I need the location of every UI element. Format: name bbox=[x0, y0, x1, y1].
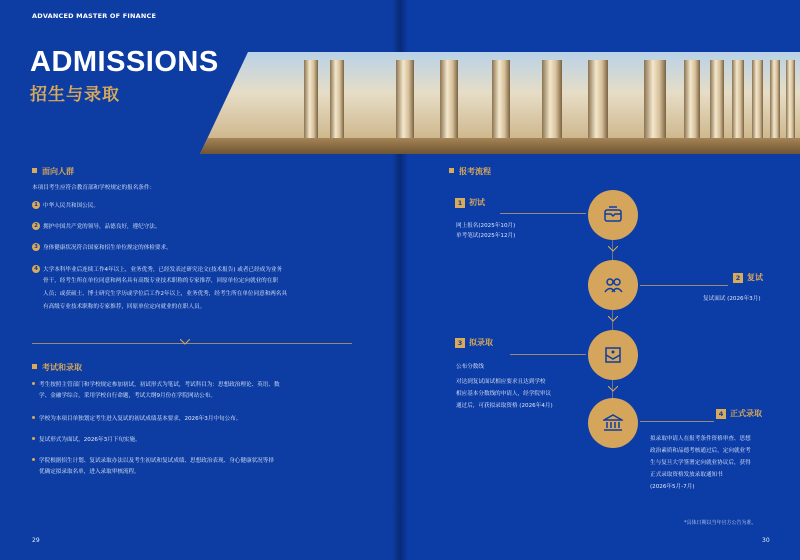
number-badge: 1 bbox=[32, 201, 40, 209]
exam-item: 学校为本项目单独划定考生进入复试的初试成绩基本要求，2026年3月中旬公布。 bbox=[32, 414, 342, 424]
section-divider bbox=[32, 343, 352, 344]
bullet-icon bbox=[32, 382, 35, 385]
step-label-4: 4 正式录取 bbox=[716, 408, 762, 419]
running-head: ADVANCED MASTER OF FINANCE bbox=[32, 12, 157, 20]
step-connector bbox=[640, 421, 714, 422]
chevron-down-icon bbox=[180, 339, 190, 345]
exam-item: 学院根据招生计划、复试录取办法以及考生初试和复试成绩、思想政治表现、身心健康状况等择 优确定拟录取名单，进入录取审核流程。 bbox=[32, 456, 342, 479]
page-subtitle: 招生与录取 bbox=[30, 85, 120, 105]
page-number-right: 30 bbox=[762, 537, 770, 544]
step-connector bbox=[640, 285, 728, 286]
step-4-details: 拟录取申请人在报考条件资格审查、思想 政治素质和品德考核通过后，定向就业考 生与复旦大学签署定向就业协议后，获得 正式录取资格发放录取通知书 (2026年5月-7月) bbox=[650, 436, 751, 490]
number-badge: 4 bbox=[32, 265, 40, 273]
process-heading: 报考流程 bbox=[449, 166, 491, 177]
page-title: ADMISSIONS bbox=[30, 46, 219, 78]
square-icon bbox=[32, 364, 37, 369]
step-connector bbox=[510, 354, 586, 355]
step-3-circle bbox=[588, 330, 638, 380]
step-3-details: 公布分数线 对达到复试面试相应要求且达到学校 相应基本分数线的申请人，经学院审议 通过后，可获拟录取资格 (2026年4月) bbox=[456, 364, 553, 409]
step-connector bbox=[500, 213, 586, 214]
footnote: *具体日期以当年官方公告为准。 bbox=[684, 520, 757, 526]
bullet-icon bbox=[32, 437, 35, 440]
eligibility-heading: 面向人群 bbox=[32, 166, 74, 177]
eligibility-item: 4 大学本科毕业后连续工作4年以上，业务优秀，已经发表过研究论文(技术报告) 或者已经成为业务 骨干，经考生所在单位同意和两名具有高级专业技术职称的专家推荐，回原单位定向就业的在职 人员；或获硕士、博士研究生学历或学位后工作2年以上，业务优秀，经考生所在单位同意和两名具 有高级专业技术职称的专家推荐，回原单位定向就业的在职人员。 bbox=[32, 265, 342, 314]
square-icon bbox=[449, 168, 454, 173]
step-2-circle bbox=[588, 260, 638, 310]
eligibility-item: 1 中华人民共和国公民。 bbox=[32, 201, 342, 211]
step-label-2: 2 复试 bbox=[733, 272, 763, 283]
step-label-3: 3 拟录取 bbox=[455, 337, 493, 348]
chevron-down-icon bbox=[608, 386, 618, 392]
eligibility-item: 2 拥护中国共产党的领导，品德良好，遵纪守法。 bbox=[32, 222, 342, 232]
envelope-icon bbox=[603, 346, 623, 364]
eligibility-intro: 本项目考生应符合教育部和学校规定的报名条件： bbox=[32, 185, 156, 191]
interview-icon bbox=[603, 276, 623, 294]
step-1-details: 网上报名(2025年10月) 单考笔试(2025年12月) bbox=[456, 223, 516, 239]
building-photo bbox=[200, 52, 800, 154]
number-badge: 2 bbox=[32, 222, 40, 230]
step-2-details: 复试面试 (2026年3月) bbox=[703, 296, 761, 302]
bullet-icon bbox=[32, 416, 35, 419]
page-number-left: 29 bbox=[32, 537, 40, 544]
step-1-circle bbox=[588, 190, 638, 240]
step-4-circle bbox=[588, 398, 638, 448]
bullet-icon bbox=[32, 458, 35, 461]
number-badge: 3 bbox=[32, 243, 40, 251]
exam-item: 复试形式为面试，2026年3月下旬实施。 bbox=[32, 435, 342, 445]
square-icon bbox=[32, 168, 37, 173]
exam-item: 考生按照主管部门和学校规定参加初试，初试形式为笔试，考试科目为：思想政治理论、英语、数 学、金融学综合，采用学校自行命题，考试大纲9月份在学院网站公布。 bbox=[32, 380, 342, 403]
chevron-down-icon bbox=[608, 246, 618, 252]
step-label-1: 1 初试 bbox=[455, 197, 485, 208]
chevron-down-icon bbox=[608, 316, 618, 322]
eligibility-item: 3 身体健康状况符合国家和招生单位规定的体检要求。 bbox=[32, 243, 342, 253]
exam-heading: 考试和录取 bbox=[32, 362, 82, 373]
institution-icon bbox=[603, 414, 623, 432]
registration-icon bbox=[603, 206, 623, 224]
